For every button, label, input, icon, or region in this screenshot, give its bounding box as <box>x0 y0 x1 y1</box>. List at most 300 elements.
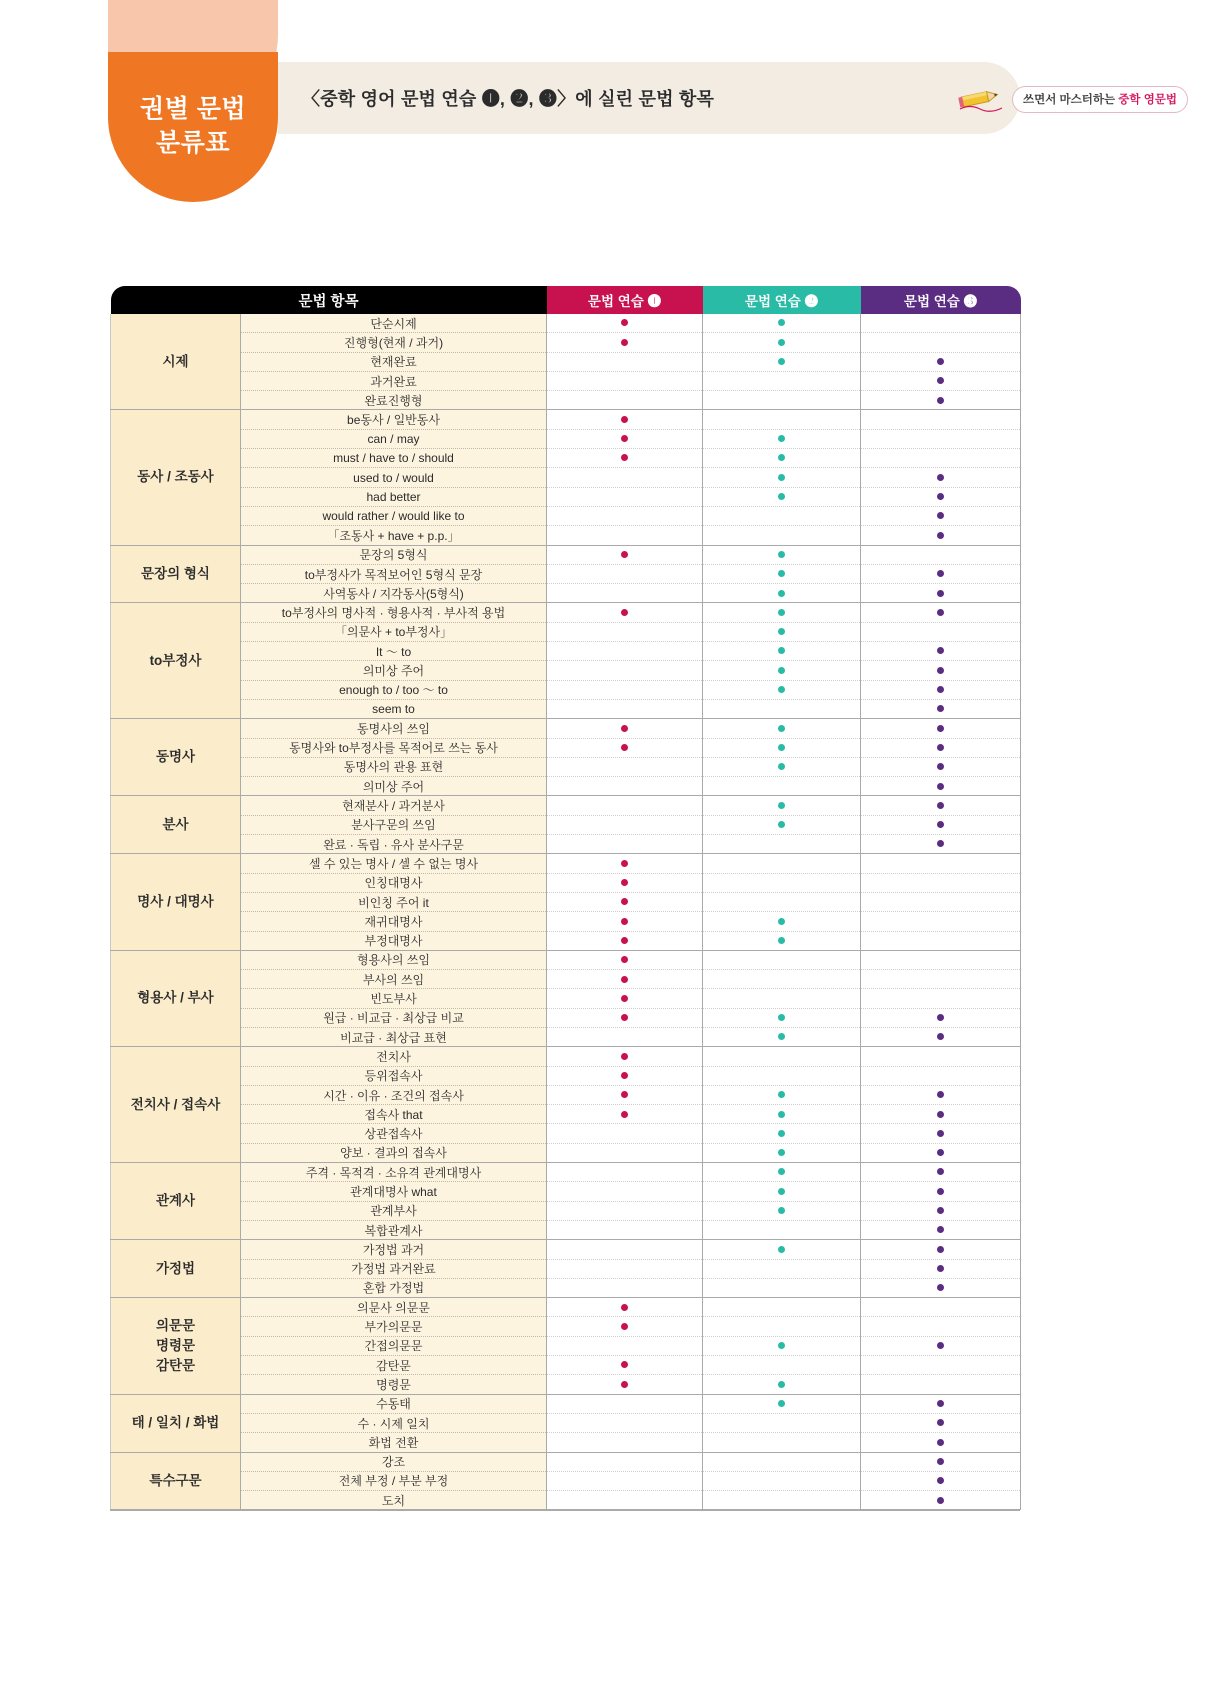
table-row <box>111 487 1021 506</box>
table-row <box>111 506 1021 525</box>
grammar-item-label: be동사 / 일반동사 <box>241 410 547 429</box>
mark-cell-book-1 <box>547 314 703 333</box>
table-row <box>111 545 1021 564</box>
table-row <box>111 1008 1021 1027</box>
mark-cell-book-2 <box>703 1491 861 1510</box>
mark-cell-book-1 <box>547 429 703 448</box>
dot-icon <box>937 397 944 404</box>
mark-cell-book-3 <box>861 1105 1021 1124</box>
table-row <box>111 699 1021 718</box>
table-row <box>111 757 1021 776</box>
mark-cell-book-2 <box>703 738 861 757</box>
mark-cell-book-1 <box>547 912 703 931</box>
badge-line1: 권별 문법 <box>139 95 247 124</box>
dot-icon <box>778 319 785 326</box>
grammar-item-label: 전체 부정 / 부분 부정 <box>241 1471 547 1490</box>
dot-icon <box>778 1168 785 1175</box>
dot-icon <box>621 609 628 616</box>
mark-cell-book-2 <box>703 1027 861 1046</box>
dot-icon <box>778 647 785 654</box>
table-row <box>111 661 1021 680</box>
dot-icon <box>937 821 944 828</box>
mark-cell-book-3 <box>861 391 1021 410</box>
grammar-item-label: 「의문사 + to부정사」 <box>241 622 547 641</box>
table-row <box>111 1201 1021 1220</box>
mark-cell-book-1 <box>547 892 703 911</box>
table-row <box>111 371 1021 390</box>
mark-cell-book-1 <box>547 1182 703 1201</box>
dot-icon <box>778 821 785 828</box>
mark-cell-book-2 <box>703 1413 861 1432</box>
table-row <box>111 1124 1021 1143</box>
table-row <box>111 1375 1021 1394</box>
mark-cell-book-2 <box>703 545 861 564</box>
mark-cell-book-1 <box>547 391 703 410</box>
dot-icon <box>937 725 944 732</box>
mark-cell-book-2 <box>703 333 861 352</box>
mark-cell-book-1 <box>547 1278 703 1297</box>
dot-icon <box>937 840 944 847</box>
dot-icon <box>621 956 628 963</box>
grammar-item-label: to부정사가 목적보어인 5형식 문장 <box>241 564 547 583</box>
grammar-item-label: must / have to / should <box>241 449 547 468</box>
grammar-item-label: 과거완료 <box>241 371 547 390</box>
dot-icon <box>778 339 785 346</box>
grammar-item-label: 혼합 가정법 <box>241 1278 547 1297</box>
mark-cell-book-1 <box>547 1027 703 1046</box>
mark-cell-book-1 <box>547 738 703 757</box>
category-cell: 가정법 <box>111 1240 241 1298</box>
mark-cell-book-2 <box>703 796 861 815</box>
mark-cell-book-2 <box>703 642 861 661</box>
table-row <box>111 1413 1021 1432</box>
mark-cell-book-3 <box>861 1008 1021 1027</box>
mark-cell-book-2 <box>703 912 861 931</box>
dot-icon <box>778 1342 785 1349</box>
grammar-item-label: 감탄문 <box>241 1356 547 1375</box>
grammar-item-label: 가정법 과거 <box>241 1240 547 1259</box>
mark-cell-book-3 <box>861 931 1021 950</box>
grammar-item-label: It 〜 to <box>241 642 547 661</box>
mark-cell-book-2 <box>703 1298 861 1317</box>
mark-cell-book-3 <box>861 1491 1021 1510</box>
mark-cell-book-1 <box>547 815 703 834</box>
mark-cell-book-3 <box>861 989 1021 1008</box>
grammar-item-label: 부정대명사 <box>241 931 547 950</box>
page-badge <box>108 52 278 202</box>
dot-icon <box>778 937 785 944</box>
mark-cell-book-2 <box>703 970 861 989</box>
dot-icon <box>937 590 944 597</box>
header-book-1: 문법 연습 ❶ <box>547 286 703 314</box>
dot-icon <box>621 976 628 983</box>
grammar-item-label: 간접의문문 <box>241 1336 547 1355</box>
table-row <box>111 1066 1021 1085</box>
table-row <box>111 1027 1021 1046</box>
table-header <box>111 286 1021 314</box>
mark-cell-book-1 <box>547 777 703 796</box>
table-row <box>111 564 1021 583</box>
mark-cell-book-2 <box>703 584 861 603</box>
category-cell: 분사 <box>111 796 241 854</box>
mark-cell-book-3 <box>861 1143 1021 1162</box>
mark-cell-book-1 <box>547 989 703 1008</box>
mark-cell-book-2 <box>703 1163 861 1182</box>
dot-icon <box>937 1342 944 1349</box>
mark-cell-book-1 <box>547 1433 703 1452</box>
grammar-item-label: enough to / too 〜 to <box>241 680 547 699</box>
table-row <box>111 1085 1021 1104</box>
dot-icon <box>778 570 785 577</box>
grammar-item-label: 부사의 쓰임 <box>241 970 547 989</box>
table-row <box>111 854 1021 873</box>
mark-cell-book-1 <box>547 835 703 854</box>
page-title: 〈중학 영어 문법 연습 ❶, ❷, ❸〉에 실린 문법 항목 <box>302 89 715 109</box>
grammar-item-label: seem to <box>241 699 547 718</box>
mark-cell-book-1 <box>547 1336 703 1355</box>
table-row <box>111 989 1021 1008</box>
mark-cell-book-3 <box>861 642 1021 661</box>
mark-cell-book-2 <box>703 314 861 333</box>
mark-cell-book-1 <box>547 796 703 815</box>
dot-icon <box>778 1381 785 1388</box>
mark-cell-book-3 <box>861 1278 1021 1297</box>
table-row <box>111 1471 1021 1490</box>
mark-cell-book-3 <box>861 970 1021 989</box>
mark-cell-book-3 <box>861 796 1021 815</box>
mark-cell-book-3 <box>861 912 1021 931</box>
dot-icon <box>937 493 944 500</box>
table-body <box>111 314 1021 1510</box>
grammar-item-label: 등위접속사 <box>241 1066 547 1085</box>
mark-cell-book-1 <box>547 1240 703 1259</box>
mark-cell-book-1 <box>547 1375 703 1394</box>
dot-icon <box>778 1014 785 1021</box>
mark-cell-book-3 <box>861 622 1021 641</box>
mark-cell-book-3 <box>861 526 1021 545</box>
mark-cell-book-3 <box>861 1047 1021 1066</box>
table-row <box>111 622 1021 641</box>
mark-cell-book-2 <box>703 989 861 1008</box>
mark-cell-book-1 <box>547 1452 703 1471</box>
dot-icon <box>621 1304 628 1311</box>
mark-cell-book-3 <box>861 1259 1021 1278</box>
dot-icon <box>937 1033 944 1040</box>
dot-icon <box>778 551 785 558</box>
table-row <box>111 815 1021 834</box>
grammar-item-label: 동명사와 to부정사를 목적어로 쓰는 동사 <box>241 738 547 757</box>
header-bar <box>278 62 1020 134</box>
grammar-item-label: 비교급 · 최상급 표현 <box>241 1027 547 1046</box>
mark-cell-book-1 <box>547 970 703 989</box>
mark-cell-book-2 <box>703 680 861 699</box>
mark-cell-book-1 <box>547 1413 703 1432</box>
mark-cell-book-3 <box>861 603 1021 622</box>
grammar-item-label: 완료진행형 <box>241 391 547 410</box>
mark-cell-book-2 <box>703 1433 861 1452</box>
mark-cell-book-1 <box>547 487 703 506</box>
grammar-item-label: 의미상 주어 <box>241 777 547 796</box>
mark-cell-book-2 <box>703 835 861 854</box>
grammar-item-label: would rather / would like to <box>241 506 547 525</box>
dot-icon <box>621 995 628 1002</box>
mark-cell-book-1 <box>547 1356 703 1375</box>
mark-cell-book-2 <box>703 873 861 892</box>
mark-cell-book-3 <box>861 757 1021 776</box>
table-row <box>111 584 1021 603</box>
mark-cell-book-1 <box>547 642 703 661</box>
mark-cell-book-3 <box>861 738 1021 757</box>
dot-icon <box>621 725 628 732</box>
grammar-item-label: 상관접속사 <box>241 1124 547 1143</box>
mark-cell-book-3 <box>861 661 1021 680</box>
mark-cell-book-2 <box>703 1085 861 1104</box>
table-row <box>111 1298 1021 1317</box>
grammar-item-label: 시간 · 이유 · 조건의 접속사 <box>241 1085 547 1104</box>
brand-lockup <box>958 80 1178 118</box>
category-cell: 의문문 명령문 감탄문 <box>111 1298 241 1394</box>
table-row <box>111 333 1021 352</box>
dot-icon <box>937 474 944 481</box>
mark-cell-book-2 <box>703 410 861 429</box>
mark-cell-book-1 <box>547 352 703 371</box>
grammar-item-label: 현재완료 <box>241 352 547 371</box>
mark-cell-book-2 <box>703 1278 861 1297</box>
grammar-item-label: 인칭대명사 <box>241 873 547 892</box>
mark-cell-book-2 <box>703 854 861 873</box>
mark-cell-book-3 <box>861 449 1021 468</box>
mark-cell-book-2 <box>703 622 861 641</box>
table-row <box>111 1047 1021 1066</box>
grammar-item-label: 재귀대명사 <box>241 912 547 931</box>
mark-cell-book-2 <box>703 1105 861 1124</box>
grammar-item-label: 수 · 시제 일치 <box>241 1413 547 1432</box>
table-row <box>111 835 1021 854</box>
category-cell: 전치사 / 접속사 <box>111 1047 241 1163</box>
mark-cell-book-1 <box>547 1047 703 1066</box>
mark-cell-book-3 <box>861 371 1021 390</box>
dot-icon <box>937 1458 944 1465</box>
table-row <box>111 1163 1021 1182</box>
grammar-item-label: 동명사의 관용 표현 <box>241 757 547 776</box>
mark-cell-book-2 <box>703 815 861 834</box>
mark-cell-book-1 <box>547 1124 703 1143</box>
grammar-item-label: 관계부사 <box>241 1201 547 1220</box>
grammar-item-label: 접속사 that <box>241 1105 547 1124</box>
mark-cell-book-3 <box>861 1163 1021 1182</box>
dot-icon <box>621 1072 628 1079</box>
grammar-item-label: 주격 · 목적격 · 소유격 관계대명사 <box>241 1163 547 1182</box>
mark-cell-book-3 <box>861 1413 1021 1432</box>
dot-icon <box>621 1053 628 1060</box>
mark-cell-book-3 <box>861 1298 1021 1317</box>
mark-cell-book-2 <box>703 352 861 371</box>
mark-cell-book-1 <box>547 757 703 776</box>
grammar-item-label: 빈도부사 <box>241 989 547 1008</box>
grammar-item-label: 비인칭 주어 it <box>241 892 547 911</box>
grammar-item-label: 분사구문의 쓰임 <box>241 815 547 834</box>
header-book-3: 문법 연습 ❸ <box>861 286 1021 314</box>
dot-icon <box>621 1361 628 1368</box>
dot-icon <box>937 1226 944 1233</box>
mark-cell-book-2 <box>703 1356 861 1375</box>
mark-cell-book-3 <box>861 468 1021 487</box>
mark-cell-book-3 <box>861 835 1021 854</box>
table-row <box>111 603 1021 622</box>
mark-cell-book-2 <box>703 506 861 525</box>
dot-icon <box>937 512 944 519</box>
mark-cell-book-1 <box>547 1201 703 1220</box>
mark-cell-book-3 <box>861 1394 1021 1413</box>
header-book-2: 문법 연습 ❷ <box>703 286 861 314</box>
table-row <box>111 1452 1021 1471</box>
grammar-item-label: 사역동사 / 지각동사(5형식) <box>241 584 547 603</box>
mark-cell-book-1 <box>547 1066 703 1085</box>
mark-cell-book-3 <box>861 564 1021 583</box>
grammar-item-label: 형용사의 쓰임 <box>241 950 547 969</box>
mark-cell-book-1 <box>547 1471 703 1490</box>
mark-cell-book-3 <box>861 1182 1021 1201</box>
mark-cell-book-1 <box>547 1259 703 1278</box>
dot-icon <box>937 1014 944 1021</box>
dot-icon <box>621 1323 628 1330</box>
dot-icon <box>621 744 628 751</box>
mark-cell-book-2 <box>703 1259 861 1278</box>
dot-icon <box>937 744 944 751</box>
grammar-item-label: 완료 · 독립 · 유사 분사구문 <box>241 835 547 854</box>
dot-icon <box>778 1246 785 1253</box>
mark-cell-book-2 <box>703 487 861 506</box>
mark-cell-book-3 <box>861 584 1021 603</box>
mark-cell-book-2 <box>703 468 861 487</box>
dot-icon <box>621 1381 628 1388</box>
grammar-item-label: 셀 수 있는 명사 / 셀 수 없는 명사 <box>241 854 547 873</box>
mark-cell-book-2 <box>703 1471 861 1490</box>
mark-cell-book-1 <box>547 333 703 352</box>
dot-icon <box>621 1014 628 1021</box>
dot-icon <box>621 898 628 905</box>
mark-cell-book-1 <box>547 1008 703 1027</box>
dot-icon <box>621 416 628 423</box>
mark-cell-book-3 <box>861 815 1021 834</box>
dot-icon <box>621 339 628 346</box>
mark-cell-book-1 <box>547 584 703 603</box>
category-cell: 시제 <box>111 314 241 410</box>
mark-cell-book-2 <box>703 1182 861 1201</box>
badge-line2: 분류표 <box>156 129 230 157</box>
table-row <box>111 1182 1021 1201</box>
mark-cell-book-1 <box>547 699 703 718</box>
grammar-item-label: 현재분사 / 과거분사 <box>241 796 547 815</box>
table-row <box>111 777 1021 796</box>
dot-icon <box>778 744 785 751</box>
mark-cell-book-1 <box>547 1085 703 1104</box>
mark-cell-book-2 <box>703 1394 861 1413</box>
mark-cell-book-3 <box>861 314 1021 333</box>
table-row <box>111 719 1021 738</box>
mark-cell-book-3 <box>861 950 1021 969</box>
dot-icon <box>778 493 785 500</box>
dot-icon <box>937 1419 944 1426</box>
table-row <box>111 950 1021 969</box>
dot-icon <box>778 590 785 597</box>
mark-cell-book-2 <box>703 777 861 796</box>
mark-cell-book-3 <box>861 429 1021 448</box>
dot-icon <box>937 570 944 577</box>
dot-icon <box>937 1091 944 1098</box>
mark-cell-book-3 <box>861 1124 1021 1143</box>
mark-cell-book-3 <box>861 1356 1021 1375</box>
category-cell: 태 / 일치 / 화법 <box>111 1394 241 1452</box>
table-row <box>111 1356 1021 1375</box>
mark-cell-book-3 <box>861 1433 1021 1452</box>
dot-icon <box>937 1246 944 1253</box>
mark-cell-book-2 <box>703 1201 861 1220</box>
mark-cell-book-2 <box>703 371 861 390</box>
mark-cell-book-2 <box>703 1124 861 1143</box>
mark-cell-book-2 <box>703 564 861 583</box>
dot-icon <box>778 358 785 365</box>
mark-cell-book-1 <box>547 603 703 622</box>
dot-icon <box>621 879 628 886</box>
mark-cell-book-2 <box>703 1452 861 1471</box>
table-row <box>111 642 1021 661</box>
dot-icon <box>621 1091 628 1098</box>
mark-cell-book-1 <box>547 854 703 873</box>
grammar-item-label: 관계대명사 what <box>241 1182 547 1201</box>
mark-cell-book-2 <box>703 391 861 410</box>
category-cell: 형용사 / 부사 <box>111 950 241 1046</box>
dot-icon <box>621 937 628 944</box>
mark-cell-book-1 <box>547 1317 703 1336</box>
table-row <box>111 873 1021 892</box>
category-cell: 문장의 형식 <box>111 545 241 603</box>
dot-icon <box>621 435 628 442</box>
mark-cell-book-3 <box>861 1085 1021 1104</box>
grammar-item-label: 복합관계사 <box>241 1220 547 1239</box>
dot-icon <box>937 1497 944 1504</box>
dot-icon <box>937 783 944 790</box>
mark-cell-book-1 <box>547 680 703 699</box>
mark-cell-book-1 <box>547 526 703 545</box>
mark-cell-book-2 <box>703 1336 861 1355</box>
category-cell: 명사 / 대명사 <box>111 854 241 950</box>
category-cell: 동사 / 조동사 <box>111 410 241 545</box>
table-row <box>111 1317 1021 1336</box>
mark-cell-book-3 <box>861 854 1021 873</box>
mark-cell-book-2 <box>703 1143 861 1162</box>
grammar-item-label: had better <box>241 487 547 506</box>
table-bottom-rule <box>110 1510 1020 1511</box>
dot-icon <box>937 1477 944 1484</box>
mark-cell-book-1 <box>547 468 703 487</box>
table-row <box>111 526 1021 545</box>
dot-icon <box>937 667 944 674</box>
category-cell: to부정사 <box>111 603 241 719</box>
mark-cell-book-3 <box>861 1027 1021 1046</box>
dot-icon <box>778 1033 785 1040</box>
mark-cell-book-1 <box>547 371 703 390</box>
mark-cell-book-1 <box>547 950 703 969</box>
mark-cell-book-3 <box>861 1336 1021 1355</box>
mark-cell-book-3 <box>861 1066 1021 1085</box>
table-row <box>111 1336 1021 1355</box>
grammar-item-label: 「조동사 + have + p.p.」 <box>241 526 547 545</box>
dot-icon <box>937 686 944 693</box>
dot-icon <box>621 860 628 867</box>
table-row <box>111 1143 1021 1162</box>
mark-cell-book-2 <box>703 931 861 950</box>
